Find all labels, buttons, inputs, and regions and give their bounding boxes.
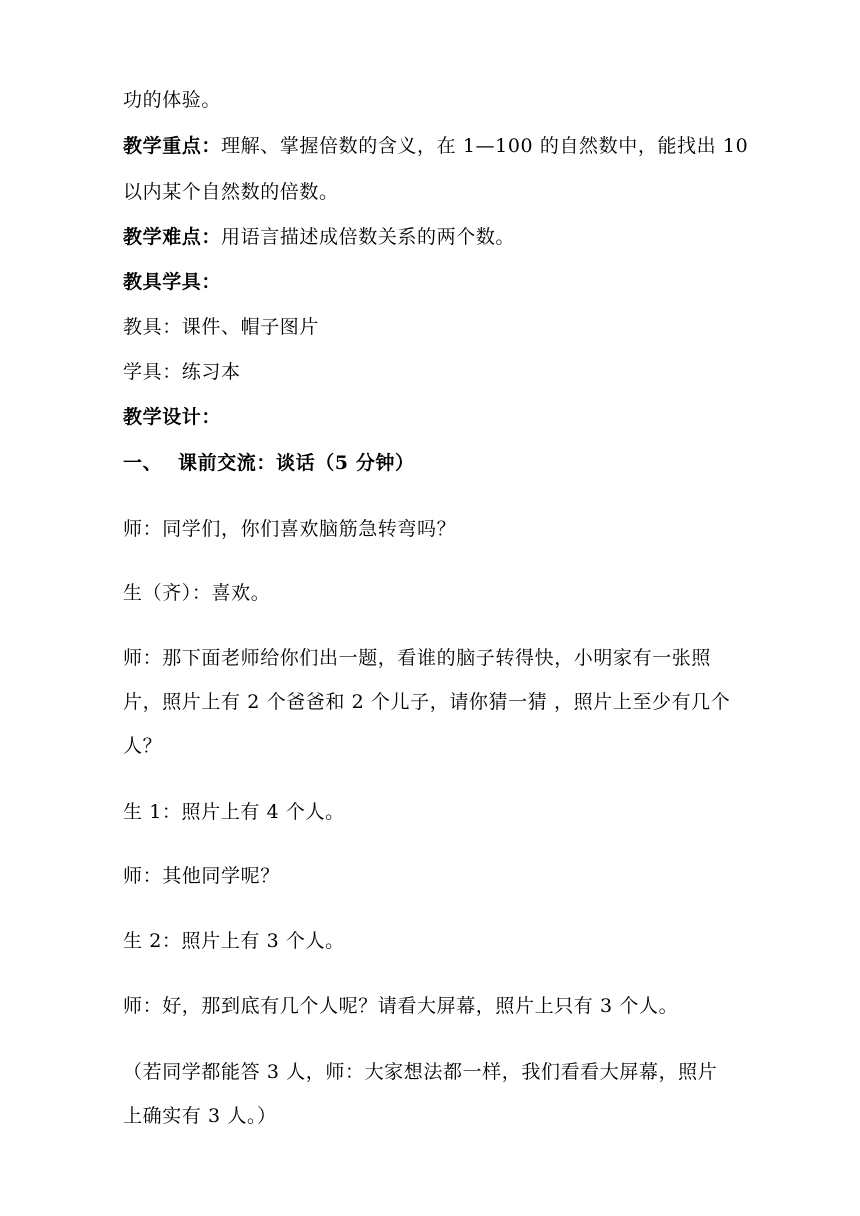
dialogue-line: 人？ [123,735,163,757]
dialogue-line: （若同学都能答 3 人，师：大家想法都一样，我们看看大屏幕，照片 [123,1061,718,1083]
key-points-label: 教学重点： [123,135,222,157]
section-1-title: 课前交流：谈话（5 分钟） [178,452,415,474]
difficult-points-line [123,225,515,249]
section-1-number: 一、 [123,452,163,474]
key-points-text-1: 理解、掌握倍数的含义，在 1—100 的自然数中，能找出 10 [221,135,749,157]
dialogue-line: 师：好，那到底有几个人呢？请看大屏幕，照片上只有 3 个人。 [123,995,679,1017]
dialogue-line: 生 1：照片上有 4 个人。 [123,801,345,823]
dialogue-line: 生（齐）：喜欢。 [123,582,271,604]
dialogue-line: 师：那下面老师给你们出一题，看谁的脑子转得快，小明家有一张照 [123,647,712,669]
paragraph-intro-tail: 功的体验。 [123,89,222,111]
student-tools: 学具：练习本 [123,361,241,383]
dialogue-line: 生 2：照片上有 3 个人。 [123,930,345,952]
dialogue-line: 上确实有 3 人。） [123,1105,277,1127]
dialogue-line: 师：其他同学呢？ [123,865,280,887]
difficult-points-label: 教学难点： [123,226,222,248]
difficult-points-text: 用语言描述成倍数关系的两个数。 [221,226,516,248]
dialogue-line: 师：同学们，你们喜欢脑筋急转弯吗？ [123,518,457,540]
key-points-line-2: 以内某个自然数的倍数。 [123,181,339,203]
section-1-heading [123,451,415,475]
design-heading: 教学设计： [123,406,222,428]
teacher-tools: 教具：课件、帽子图片 [123,316,320,338]
key-points-line-1 [123,134,748,158]
tools-heading: 教具学具： [123,271,222,293]
dialogue-line: 片，照片上有 2 个爸爸和 2 个儿子，请你猜一猜 ，照片上至少有几个 [123,691,731,713]
